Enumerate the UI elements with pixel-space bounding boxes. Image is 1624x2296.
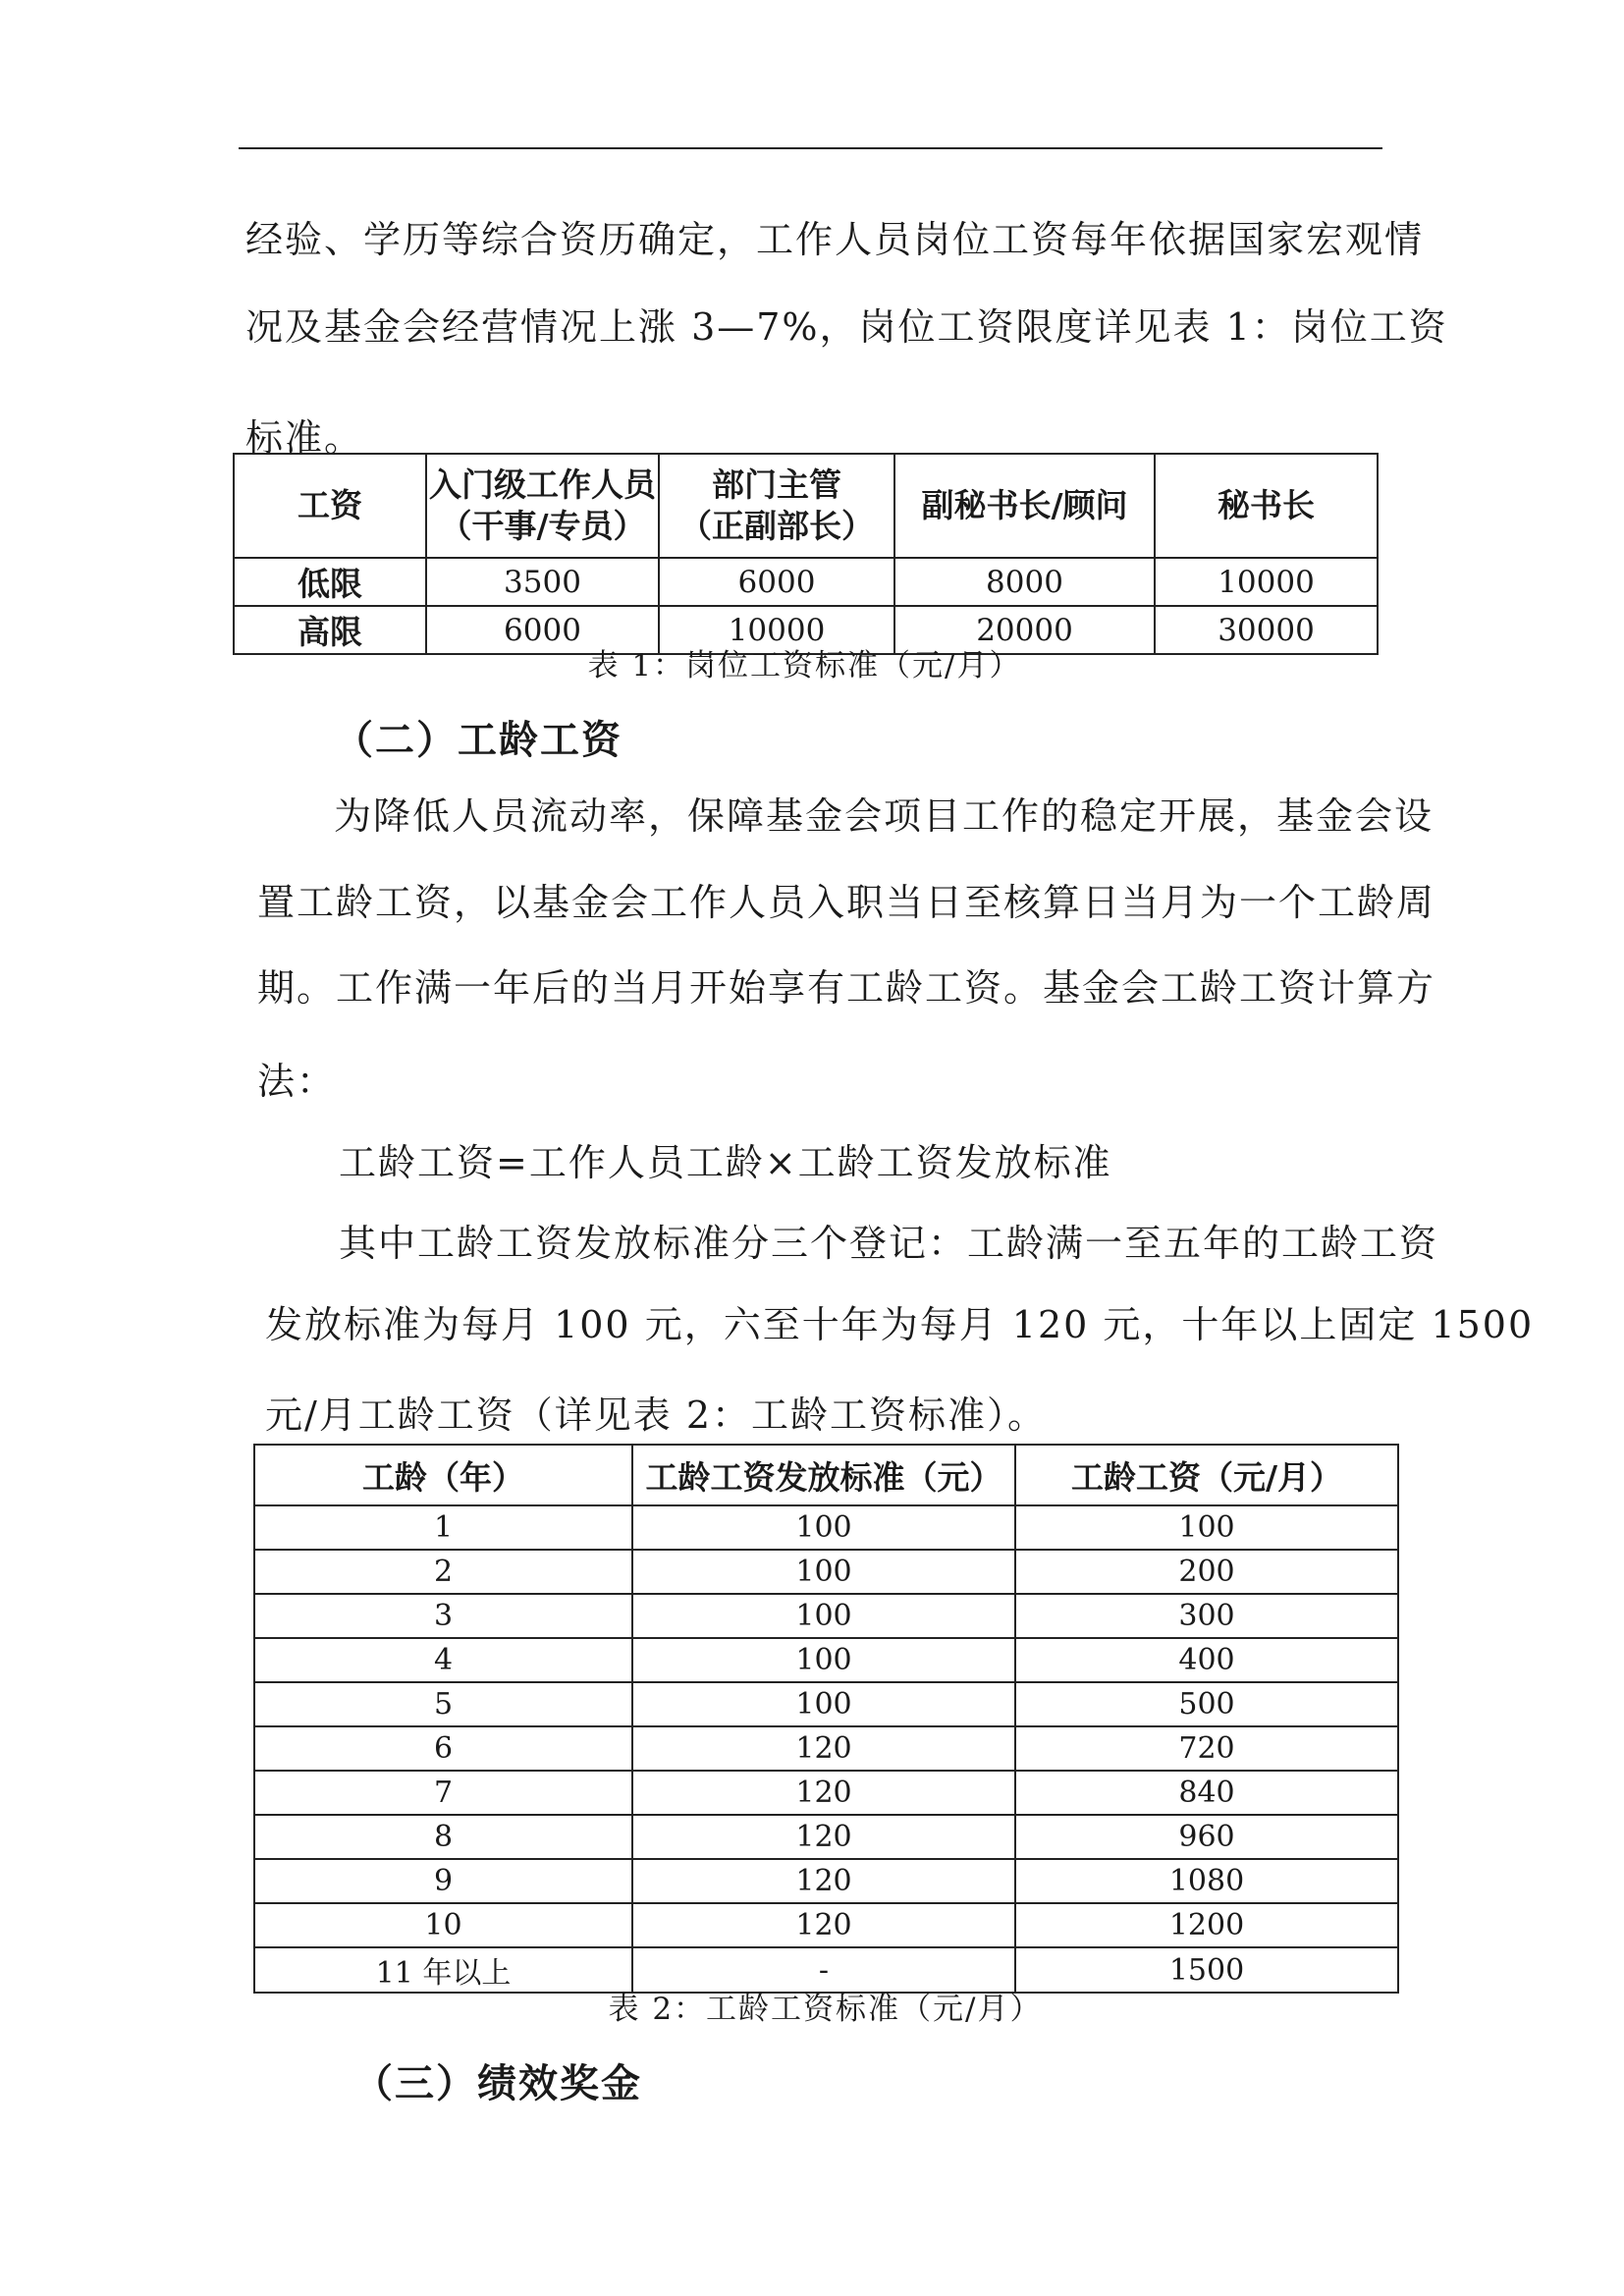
header-line: 部门主管 — [712, 465, 841, 504]
row-label: 高限 — [234, 606, 426, 654]
table-row — [254, 1550, 1398, 1594]
table-row — [254, 1594, 1398, 1638]
table-cell: 500 — [1015, 1682, 1398, 1726]
table-cell: 8000 — [894, 558, 1155, 606]
header-line: （正副部长） — [679, 507, 874, 545]
header-cell: 工龄（年） — [254, 1445, 632, 1505]
paragraph-line: 法： — [257, 1060, 337, 1103]
header-cell: 秘书长 — [1155, 454, 1378, 558]
seniority-pay-table — [253, 1444, 1399, 1994]
header-cell — [659, 454, 894, 558]
header-cell: 工龄工资发放标准（元） — [632, 1445, 1015, 1505]
table-cell: 120 — [632, 1815, 1015, 1859]
table-cell: 6000 — [659, 558, 894, 606]
header-cell: 副秘书长/顾问 — [894, 454, 1155, 558]
table-row — [254, 1638, 1398, 1682]
table-row — [254, 1505, 1398, 1550]
table-cell: 1080 — [1015, 1859, 1398, 1903]
table-cell: 10000 — [659, 606, 894, 654]
header-rule — [239, 147, 1382, 149]
row-label: 低限 — [234, 558, 426, 606]
table-header-row — [234, 454, 1378, 558]
table-cell: 10 — [254, 1903, 632, 1947]
table-cell: 6000 — [426, 606, 659, 654]
paragraph-line: 为降低人员流动率，保障基金会项目工作的稳定开展，基金会设 — [334, 794, 1435, 838]
table-cell: 20000 — [894, 606, 1155, 654]
table-cell: 840 — [1015, 1771, 1398, 1815]
table-row — [254, 1682, 1398, 1726]
table-cell: 400 — [1015, 1638, 1398, 1682]
table-cell: 960 — [1015, 1815, 1398, 1859]
paragraph-line: 标准。 — [245, 416, 364, 460]
header-cell: 工资 — [234, 454, 426, 558]
formula-line: 工龄工资=工作人员工龄×工龄工资发放标准 — [339, 1141, 1112, 1184]
table-cell: 100 — [632, 1505, 1015, 1550]
table-cell: 11 年以上 — [254, 1947, 632, 1993]
table-cell: 1200 — [1015, 1903, 1398, 1947]
table-row — [254, 1771, 1398, 1815]
table-cell: 300 — [1015, 1594, 1398, 1638]
table-cell: 100 — [1015, 1505, 1398, 1550]
table-row — [254, 1859, 1398, 1903]
table-cell: 100 — [632, 1682, 1015, 1726]
table-row — [254, 1815, 1398, 1859]
table-cell: 120 — [632, 1903, 1015, 1947]
section-heading: （二）工龄工资 — [334, 717, 623, 763]
table-cell: 100 — [632, 1638, 1015, 1682]
table-cell: 120 — [632, 1859, 1015, 1903]
table-cell: 8 — [254, 1815, 632, 1859]
table-cell: 4 — [254, 1638, 632, 1682]
table-caption: 表 1：岗位工资标准（元/月） — [587, 648, 1022, 683]
table-cell: 100 — [632, 1550, 1015, 1594]
header-cell: 工龄工资（元/月） — [1015, 1445, 1398, 1505]
table-cell: 5 — [254, 1682, 632, 1726]
table-caption: 表 2：工龄工资标准（元/月） — [608, 1992, 1043, 2027]
table-cell: 1500 — [1015, 1947, 1398, 1993]
table-cell: 1 — [254, 1505, 632, 1550]
table-cell: 120 — [632, 1726, 1015, 1771]
paragraph-line: 经验、学历等综合资历确定，工作人员岗位工资每年依据国家宏观情 — [245, 218, 1425, 261]
header-line: （干事/专员） — [439, 507, 646, 545]
paragraph-line: 发放标准为每月 100 元，六至十年为每月 120 元，十年以上固定 1500 — [265, 1303, 1535, 1346]
header-line: 入门级工作人员 — [429, 465, 656, 504]
paragraph-line: 期。工作满一年后的当月开始享有工龄工资。基金会工龄工资计算方 — [257, 966, 1436, 1010]
table-row — [254, 1903, 1398, 1947]
table-row — [234, 558, 1378, 606]
table-row — [254, 1726, 1398, 1771]
table-cell: 120 — [632, 1771, 1015, 1815]
table-cell: 9 — [254, 1859, 632, 1903]
section-heading: （三）绩效奖金 — [353, 2060, 642, 2106]
table-cell: 200 — [1015, 1550, 1398, 1594]
table-cell: - — [632, 1947, 1015, 1993]
salary-standard-table — [233, 453, 1379, 655]
table-cell: 30000 — [1155, 606, 1378, 654]
paragraph-line: 置工龄工资，以基金会工作人员入职当日至核算日当月为一个工龄周 — [257, 881, 1436, 924]
paragraph-line: 况及基金会经营情况上涨 3—7%，岗位工资限度详见表 1：岗位工资 — [245, 305, 1448, 349]
table-cell: 7 — [254, 1771, 632, 1815]
table-cell: 10000 — [1155, 558, 1378, 606]
table-header-row — [254, 1445, 1398, 1505]
table-cell: 6 — [254, 1726, 632, 1771]
table-cell: 2 — [254, 1550, 632, 1594]
paragraph-line: 其中工龄工资发放标准分三个登记：工龄满一至五年的工龄工资 — [339, 1222, 1439, 1265]
header-cell — [426, 454, 659, 558]
table-cell: 3 — [254, 1594, 632, 1638]
paragraph-line: 元/月工龄工资（详见表 2：工龄工资标准）。 — [265, 1394, 1048, 1437]
table-cell: 100 — [632, 1594, 1015, 1638]
table-cell: 3500 — [426, 558, 659, 606]
table-cell: 720 — [1015, 1726, 1398, 1771]
